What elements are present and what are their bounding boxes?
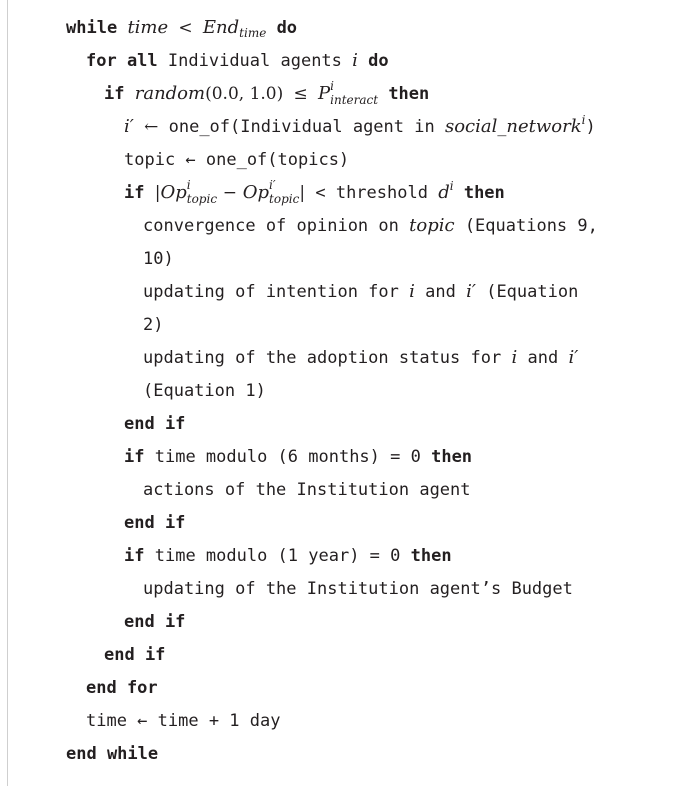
i-prime-var: i′ xyxy=(466,281,476,302)
update-intention-eq: (Equation xyxy=(486,282,579,302)
social-network: social_network$^i$ xyxy=(444,113,586,137)
end-while-line xyxy=(66,743,158,765)
update-adoption-line xyxy=(143,347,578,369)
and-word: and xyxy=(425,282,456,302)
opinion-difference: |Op i $_{topic}$ − Op i′ $_{topic}$| xyxy=(154,178,306,206)
assign-topic-line xyxy=(124,149,349,171)
for-all-line xyxy=(86,50,389,72)
six-months-condition: time modulo (6 months) = 0 xyxy=(154,447,421,467)
convergence-eq-cont: 10) xyxy=(143,249,174,269)
keyword-do: do xyxy=(276,18,298,38)
update-adoption-text: updating of the adoption status for xyxy=(143,348,502,368)
keyword-if-4: if xyxy=(124,546,145,566)
convergence-cont-line xyxy=(143,248,174,270)
end-var: End$_{time}$ xyxy=(202,17,267,40)
i-var: i xyxy=(409,281,415,302)
update-intention-line xyxy=(143,281,578,303)
keyword-end-if-3: end if xyxy=(124,612,186,632)
end-if-line-3 xyxy=(124,611,185,633)
if-random-line xyxy=(104,79,430,107)
while-line xyxy=(66,17,297,39)
less-than-2: < xyxy=(315,183,326,203)
if-six-months-line xyxy=(124,446,472,468)
agent-var: i xyxy=(352,50,358,71)
end-if-line-2 xyxy=(124,512,185,534)
random-func: random xyxy=(134,83,206,104)
time-increment-text: time ← time + 1 day xyxy=(86,711,281,731)
partner-var: i′ xyxy=(124,116,134,137)
keyword-then: then xyxy=(388,84,430,104)
i-prime-var-2: i′ xyxy=(568,347,579,368)
keyword-for-all: for all xyxy=(86,51,158,71)
threshold-var: $d^i$ xyxy=(438,179,454,203)
time-increment-line xyxy=(86,710,280,732)
keyword-end-for: end for xyxy=(86,678,158,698)
keyword-do-2: do xyxy=(368,51,389,71)
and-word-2: and xyxy=(527,348,559,368)
less-than: < xyxy=(178,18,193,38)
end-if-line-4 xyxy=(104,644,165,666)
leq-sign: ≤ xyxy=(293,84,308,104)
keyword-then-2: then xyxy=(463,183,505,203)
convergence-text: convergence of opinion on xyxy=(143,216,399,236)
keyword-if-3: if xyxy=(124,447,145,467)
if-one-year-line xyxy=(124,545,452,567)
close-paren: ) xyxy=(585,117,596,137)
assign-topic-text: topic ← one_of(topics) xyxy=(124,150,350,170)
keyword-end-if: end if xyxy=(124,414,186,434)
threshold-label: threshold xyxy=(335,183,428,203)
budget-update-line xyxy=(143,578,573,600)
keyword-end-if-2: end if xyxy=(124,513,186,533)
keyword-then-3: then xyxy=(431,447,473,467)
update-adoption-eq: (Equation 1) xyxy=(143,381,266,401)
update-intention-cont-line xyxy=(143,314,163,336)
p-interact: P i $_{interact}$ xyxy=(318,79,379,107)
keyword-if: if xyxy=(104,84,125,104)
for-all-text: Individual agents xyxy=(167,51,342,71)
assign-arrow: ← xyxy=(144,117,159,137)
institution-actions-text: actions of the Institution agent xyxy=(143,480,471,500)
keyword-end-if-4: end if xyxy=(104,645,166,665)
keyword-if-2: if xyxy=(124,183,145,203)
end-if-line-1 xyxy=(124,413,185,435)
update-intention-eq-cont: 2) xyxy=(143,315,164,335)
end-for-line xyxy=(86,677,158,699)
convergence-line xyxy=(143,215,598,237)
institution-actions-line xyxy=(143,479,471,501)
keyword-then-4: then xyxy=(410,546,452,566)
update-intention-text: updating of intention for xyxy=(143,282,399,302)
convergence-eq: (Equations 9, xyxy=(464,216,598,236)
keyword-while: while xyxy=(66,18,118,38)
time-var: time xyxy=(127,17,169,38)
topic-var: topic xyxy=(409,215,455,236)
keyword-end-while: end while xyxy=(66,744,159,764)
update-adoption-cont-line xyxy=(143,380,266,402)
if-threshold-line xyxy=(124,178,505,206)
i-var-2: i xyxy=(511,347,518,368)
assign-partner-line xyxy=(124,113,596,138)
one-year-condition: time modulo (1 year) = 0 xyxy=(154,546,401,566)
random-args: (0.0, 1.0) xyxy=(205,84,284,104)
budget-update-text: updating of the Institution agent’s Budget xyxy=(143,579,573,599)
one-of-call: one_of(Individual agent in xyxy=(168,117,435,137)
